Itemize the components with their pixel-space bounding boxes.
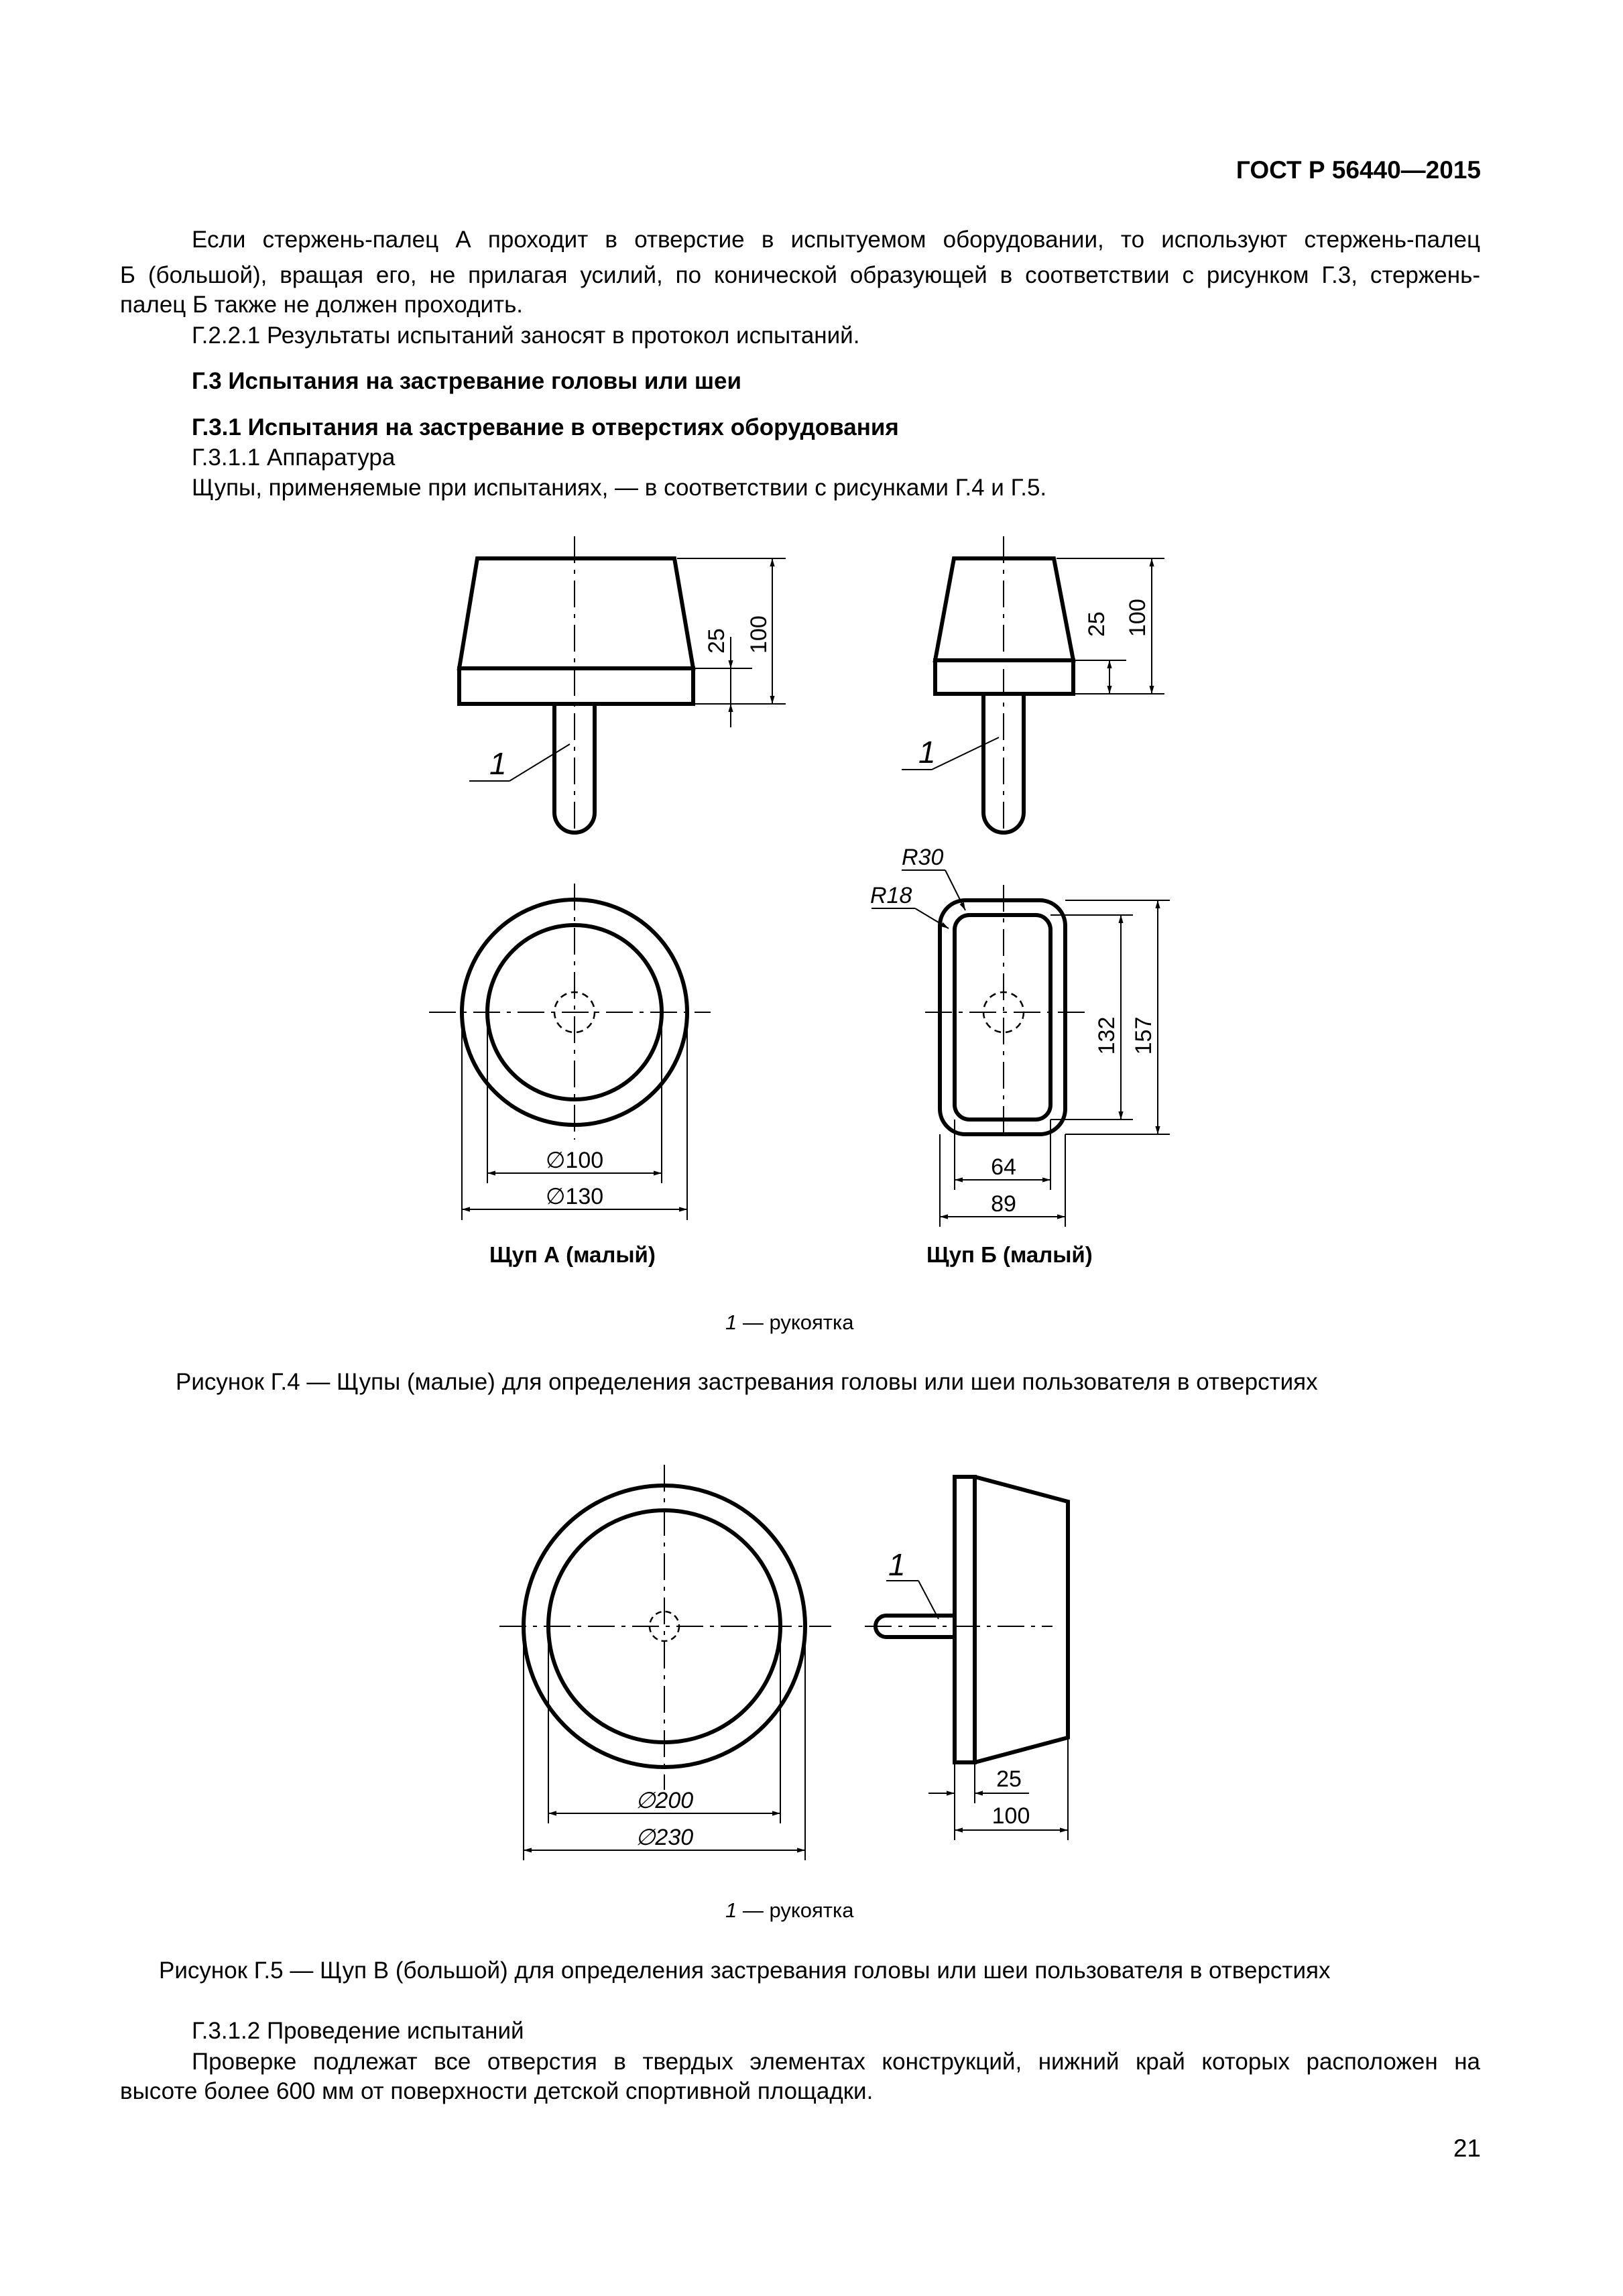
probe-b-top-view: [871, 870, 1170, 1227]
legend-text: — рукоятка: [737, 1311, 854, 1334]
probe-a-side-view: [459, 536, 786, 833]
figure-caption: Рисунок Г.5 — Щуп В (большой) для определения застревания головы или шеи пользователя в отверстиях: [159, 1957, 1331, 1984]
probe-label: Щуп Б (малый): [926, 1242, 1093, 1267]
dim-89: 89: [991, 1191, 1016, 1217]
probe-b-side-view: [902, 536, 1164, 833]
leader-label: 1: [918, 735, 936, 770]
figure-legend: [725, 1308, 854, 1337]
subsection-heading: Г.3.1 Испытания на застревание в отверстиях оборудования: [192, 414, 899, 440]
dim-100: 100: [746, 615, 772, 654]
dim-radius-30: R30: [902, 845, 944, 870]
figure-caption: Рисунок Г.4 — Щупы (малые) для определения застревания головы или шеи пользователя в отверстиях: [176, 1369, 1318, 1395]
paragraph-line: Б (большой), вращая его, не прилагая усилий, по конической образующей в соответствии с рисунком Г.3, стержень-: [120, 262, 1480, 288]
dim-diameter-130: ∅130: [545, 1184, 604, 1209]
page-number: 21: [1453, 2134, 1481, 2162]
leader-label: 1: [489, 746, 507, 781]
dim-100: 100: [1125, 599, 1150, 637]
legend-number: 1: [725, 1898, 737, 1922]
dim-25: 25: [1084, 611, 1109, 637]
legend-number: 1: [725, 1311, 737, 1334]
paragraph: Г.3.1.2 Проведение испытаний: [192, 2018, 524, 2044]
probe-v-side-view: [865, 1477, 1068, 1840]
section-heading: Г.3 Испытания на застревание головы или шеи: [192, 368, 742, 394]
dim-diameter-230: ∅230: [635, 1825, 694, 1850]
figure-legend: [725, 1896, 854, 1925]
dim-157: 157: [1131, 1016, 1156, 1055]
paragraph-line: высоте более 600 мм от поверхности детской спортивной площадки.: [120, 2078, 874, 2104]
paragraph: Г.2.2.1 Результаты испытаний заносят в протокол испытаний.: [192, 322, 860, 349]
paragraph: Г.3.1.1 Аппаратура: [192, 444, 396, 471]
paragraph-line: палец Б также не должен проходить.: [120, 292, 524, 318]
paragraph-line: Проверке подлежат все отверстия в твердых элементах конструкций, нижний край которых расположен на: [192, 2049, 1480, 2075]
dim-25: 25: [704, 628, 729, 654]
dim-radius-18: R18: [870, 883, 912, 908]
leader-label: 1: [888, 1547, 906, 1582]
paragraph-line: Если стержень-палец А проходит в отверстие в испытуемом оборудовании, то используют стержень-палец: [192, 227, 1480, 253]
document-header: ГОСТ Р 56440—2015: [1236, 156, 1481, 184]
paragraph: Щупы, применяемые при испытаниях, — в соответствии с рисунками Г.4 и Г.5.: [192, 475, 1047, 501]
dim-100: 100: [991, 1803, 1030, 1829]
dim-132: 132: [1094, 1016, 1120, 1055]
dim-diameter-100: ∅100: [545, 1148, 604, 1173]
legend-text: — рукоятка: [737, 1898, 854, 1922]
dim-64: 64: [991, 1154, 1016, 1180]
dim-25: 25: [996, 1766, 1022, 1792]
probe-label: Щуп А (малый): [489, 1242, 656, 1267]
dim-diameter-200: ∅200: [635, 1788, 694, 1813]
